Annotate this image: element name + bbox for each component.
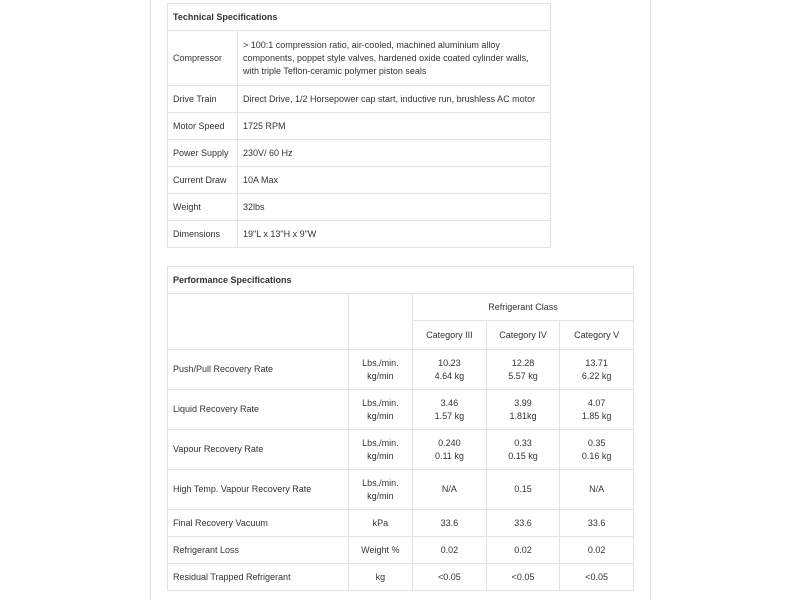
table-row xyxy=(168,31,551,86)
unit-cell: kPa xyxy=(348,510,413,537)
parameter-label: Refrigerant Loss xyxy=(168,537,349,564)
spec-value: 19"L x 13"H x 9"W xyxy=(238,221,551,248)
category-header: Category V xyxy=(560,321,634,350)
value-cell xyxy=(560,430,634,470)
value-cell xyxy=(413,350,487,390)
value-cell: 0.02 xyxy=(413,537,487,564)
value-cell: <0.05 xyxy=(560,564,634,591)
performance-specifications-table xyxy=(167,266,634,591)
unit-cell xyxy=(348,470,413,510)
spec-label: Motor Speed xyxy=(168,113,238,140)
value-imperial: 12.28 xyxy=(511,357,535,368)
value-imperial: 4.07 xyxy=(587,397,606,408)
table-row xyxy=(168,113,551,140)
spec-label: Current Draw xyxy=(168,167,238,194)
value-cell: 0.02 xyxy=(486,537,560,564)
value-imperial: 10.23 xyxy=(438,357,461,368)
unit-cell: Weight % xyxy=(348,537,413,564)
table-row xyxy=(168,194,551,221)
table-row xyxy=(168,86,551,113)
table-row xyxy=(168,537,634,564)
table-row xyxy=(168,564,634,591)
value-imperial: 0.240 xyxy=(438,437,461,448)
value-cell: 33.6 xyxy=(486,510,560,537)
value-metric: 5.57 kg xyxy=(508,370,538,381)
category-header: Category III xyxy=(413,321,487,350)
value-imperial: 0.35 xyxy=(587,437,606,448)
parameter-label: Residual Trapped Refrigerant xyxy=(168,564,349,591)
table-row xyxy=(168,390,634,430)
unit-cell xyxy=(348,430,413,470)
table-row xyxy=(168,470,634,510)
refrigerant-class-header: Refrigerant Class xyxy=(413,294,634,321)
table-row xyxy=(168,510,634,537)
value-cell xyxy=(486,430,560,470)
parameter-label: Final Recovery Vacuum xyxy=(168,510,349,537)
value-cell: 33.6 xyxy=(560,510,634,537)
table-row xyxy=(168,167,551,194)
technical-specifications-table xyxy=(167,3,551,248)
value-metric: 0.16 kg xyxy=(581,450,612,461)
unit-metric: kg/min xyxy=(367,490,394,501)
value-imperial: 3.46 xyxy=(440,397,459,408)
value-cell xyxy=(413,390,487,430)
spec-label: Power Supply xyxy=(168,140,238,167)
value-metric: 1.81kg xyxy=(509,410,537,421)
table-row xyxy=(168,350,634,390)
unit-metric: kg/min xyxy=(367,410,394,421)
parameter-label: Vapour Recovery Rate xyxy=(168,430,349,470)
value-cell xyxy=(560,390,634,430)
value-metric: 1.85 kg xyxy=(581,410,612,421)
page-left-border xyxy=(150,0,151,600)
spec-label: Weight xyxy=(168,194,238,221)
unit-imperial: Lbs./min. xyxy=(362,477,399,488)
unit-cell: kg xyxy=(348,564,413,591)
spec-value: 32lbs xyxy=(238,194,551,221)
value-metric: 6.22 kg xyxy=(581,370,612,381)
parameter-label: Liquid Recovery Rate xyxy=(168,390,349,430)
performance-specifications-title: Performance Specifications xyxy=(168,267,634,294)
value-cell: N/A xyxy=(413,470,487,510)
value-imperial: 13.71 xyxy=(585,357,608,368)
value-metric: 4.64 kg xyxy=(434,370,465,381)
value-cell xyxy=(486,350,560,390)
value-metric: 1.57 kg xyxy=(434,410,465,421)
unit-imperial: Lbs./min. xyxy=(362,397,399,408)
value-cell xyxy=(560,350,634,390)
empty-header-cell xyxy=(168,294,349,350)
value-cell: <0.05 xyxy=(486,564,560,591)
empty-header-cell xyxy=(348,294,413,350)
value-cell: 0.02 xyxy=(560,537,634,564)
value-cell xyxy=(413,430,487,470)
value-cell: <0.05 xyxy=(413,564,487,591)
category-header: Category IV xyxy=(486,321,560,350)
value-metric: 0.11 kg xyxy=(434,450,464,461)
table-header-row xyxy=(168,4,551,31)
value-imperial: 3.99 xyxy=(514,397,532,408)
unit-metric: kg/min xyxy=(367,370,394,381)
unit-cell xyxy=(348,350,413,390)
value-cell: 33.6 xyxy=(413,510,487,537)
value-metric: 0.15 kg xyxy=(508,450,538,461)
spec-label: Dimensions xyxy=(168,221,238,248)
value-imperial: 0.33 xyxy=(514,437,532,448)
value-cell: N/A xyxy=(560,470,634,510)
page-right-border xyxy=(650,0,651,600)
table-row xyxy=(168,140,551,167)
unit-imperial: Lbs./min. xyxy=(362,437,399,448)
unit-cell xyxy=(348,390,413,430)
unit-imperial: Lbs./min. xyxy=(362,357,399,368)
refrigerant-class-row xyxy=(168,294,634,321)
spec-value: 10A Max xyxy=(238,167,551,194)
value-cell xyxy=(486,390,560,430)
table-row xyxy=(168,221,551,248)
parameter-label: Push/Pull Recovery Rate xyxy=(168,350,349,390)
spec-value: 230V/ 60 Hz xyxy=(238,140,551,167)
unit-metric: kg/min xyxy=(367,450,394,461)
spec-value: 1725 RPM xyxy=(238,113,551,140)
table-row xyxy=(168,430,634,470)
spec-label: Drive Train xyxy=(168,86,238,113)
spec-value: > 100:1 compression ratio, air-cooled, machined aluminium alloy components, poppet style valves, hardened oxide coated cylinder walls, with triple Teflon-ceramic polymer piston seals xyxy=(238,31,551,86)
parameter-label: High Temp. Vapour Recovery Rate xyxy=(168,470,349,510)
table-header-row xyxy=(168,267,634,294)
value-cell: 0.15 xyxy=(486,470,560,510)
spec-label: Compressor xyxy=(168,31,238,86)
technical-specifications-title: Technical Specifications xyxy=(168,4,551,31)
spec-value: Direct Drive, 1/2 Horsepower cap start, inductive run, brushless AC motor xyxy=(238,86,551,113)
